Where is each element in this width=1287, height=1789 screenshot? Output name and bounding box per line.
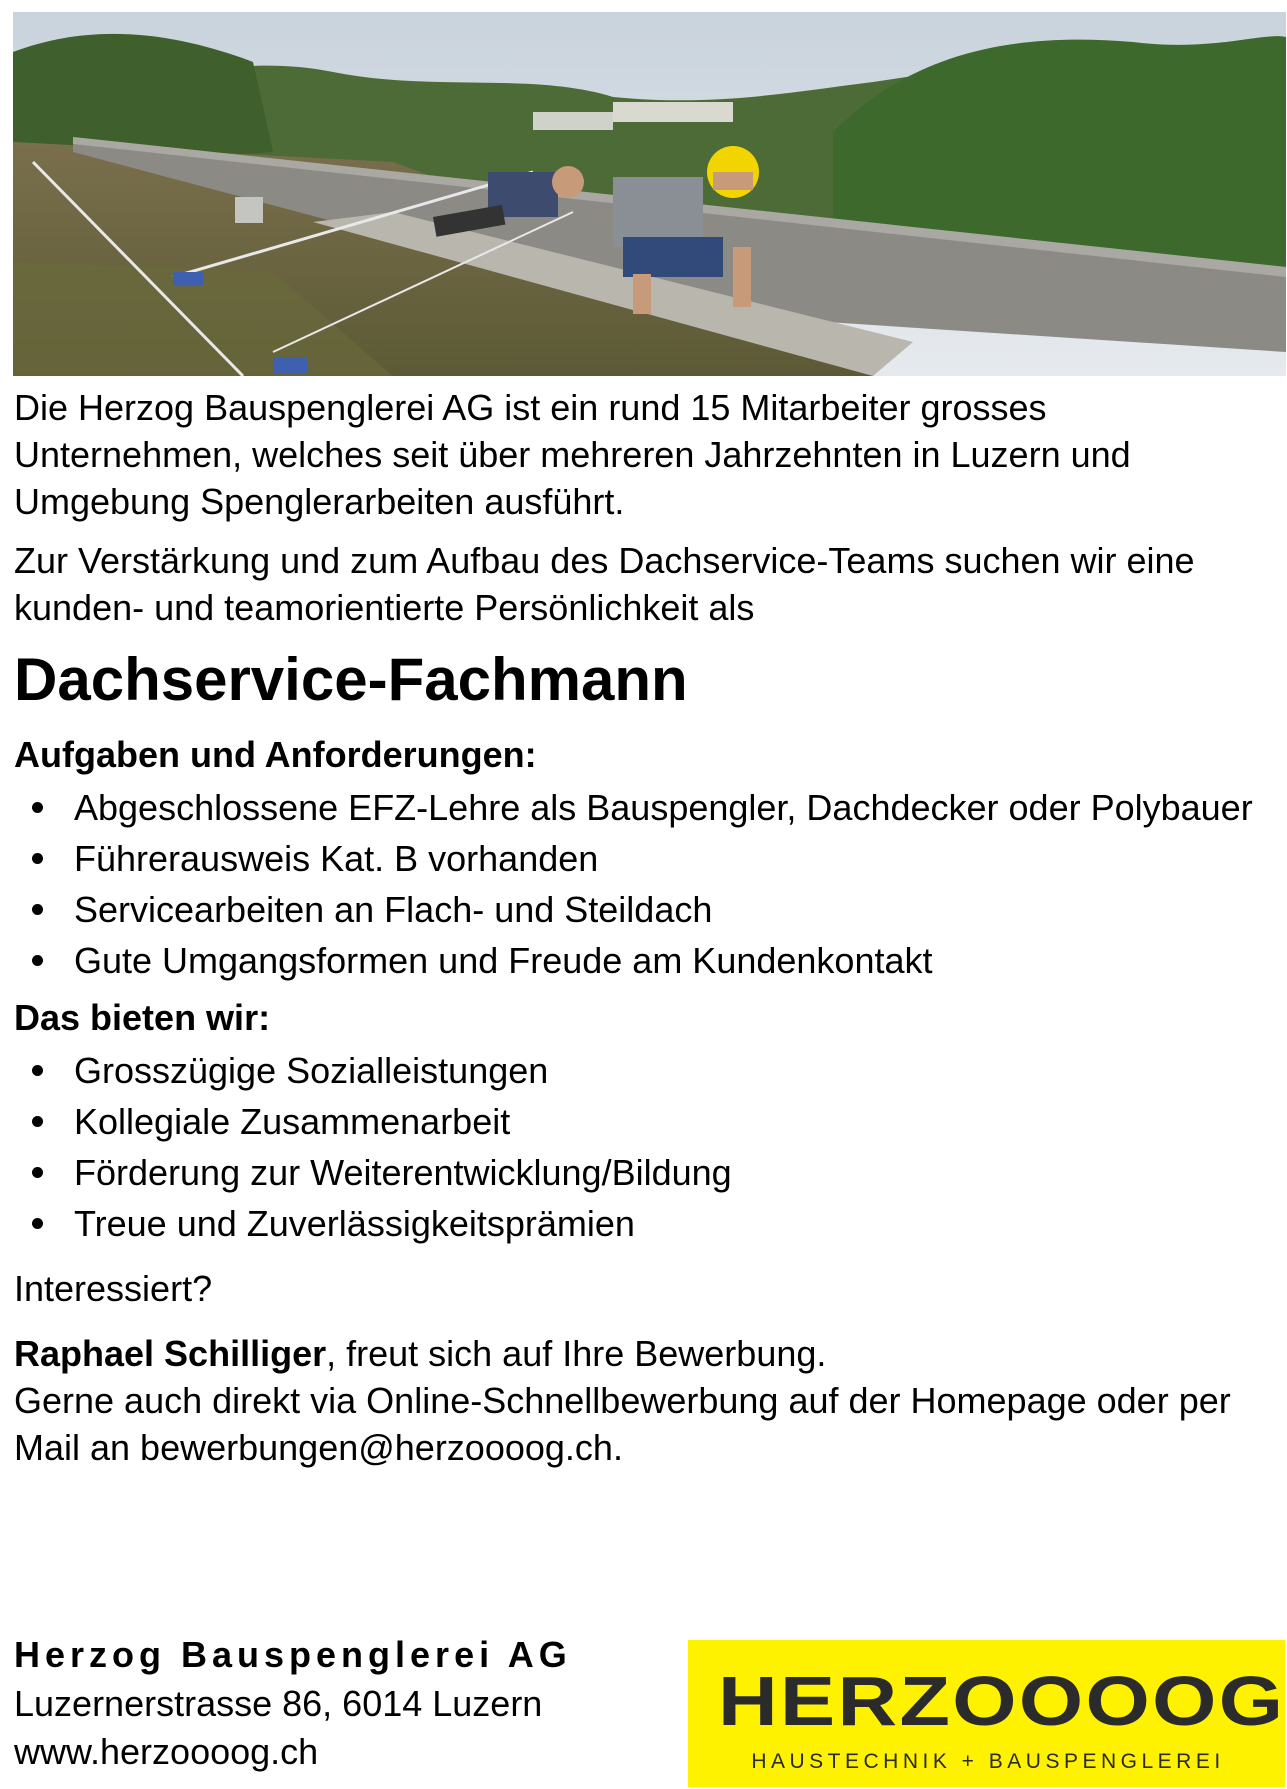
list-item: Grosszügige Sozialleistungen xyxy=(14,1047,1274,1094)
logo-tagline: HAUSTECHNIK + BAUSPENGLEREI xyxy=(751,1750,1225,1773)
company-address-block xyxy=(14,1630,674,1776)
list-item: Kollegiale Zusammenarbeit xyxy=(14,1098,1274,1145)
job-title: Dachservice-Fachmann xyxy=(14,646,688,713)
company-address: Luzernerstrasse 86, 6014 Luzern xyxy=(14,1683,543,1724)
company-website-link[interactable]: www.herzoooog.ch xyxy=(14,1731,319,1772)
list-item: Förderung zur Weiterentwicklung/Bildung xyxy=(14,1149,1274,1196)
hero-photo xyxy=(13,12,1286,376)
list-item: Servicearbeiten an Flach- und Steildach xyxy=(14,886,1274,933)
contact-person-name: Raphael Schilliger xyxy=(14,1333,327,1374)
list-item: Treue und Zuverlässigkeitsprämien xyxy=(14,1200,1274,1247)
herzog-logo xyxy=(688,1640,1285,1787)
logo-wordmark-text: HERZOOOOG xyxy=(718,1662,1286,1740)
list-item: Abgeschlossene EFZ-Lehre als Bauspengler, Dachdecker oder Polybauer xyxy=(14,784,1274,831)
logo-wordmark xyxy=(718,1662,1286,1740)
application-instructions: Gerne auch direkt via Online-Schnellbewerbung auf der Homepage oder per Mail an bewerbungen@herzoooog.ch. xyxy=(14,1380,1231,1468)
list-item: Führerausweis Kat. B vorhanden xyxy=(14,835,1274,882)
offers-list xyxy=(14,1047,1274,1247)
intro-paragraph-company: Die Herzog Bauspenglerei AG ist ein rund 15 Mitarbeiter grosses Unternehmen, welches seit über mehreren Jahrzehnten in Luzern und Umgebung Spenglerarbeiten ausführt. xyxy=(14,387,1131,522)
company-name: Herzog Bauspenglerei AG xyxy=(14,1634,572,1675)
offers-heading: Das bieten wir: xyxy=(14,997,271,1038)
job-posting-body xyxy=(14,384,1274,1471)
requirements-heading: Aufgaben und Anforderungen: xyxy=(14,734,537,775)
contact-paragraph xyxy=(14,1330,1274,1377)
intro-paragraph-search: Zur Verstärkung und zum Aufbau des Dachservice-Teams suchen wir eine kunden- und teamorientierte Persönlichkeit als xyxy=(14,540,1195,628)
requirements-list xyxy=(14,784,1274,984)
roof-workers-illustration xyxy=(13,12,1286,376)
interest-question: Interessiert? xyxy=(14,1268,213,1309)
contact-person-suffix: , freut sich auf Ihre Bewerbung. xyxy=(326,1333,827,1374)
list-item: Gute Umgangsformen und Freude am Kundenkontakt xyxy=(14,937,1274,984)
